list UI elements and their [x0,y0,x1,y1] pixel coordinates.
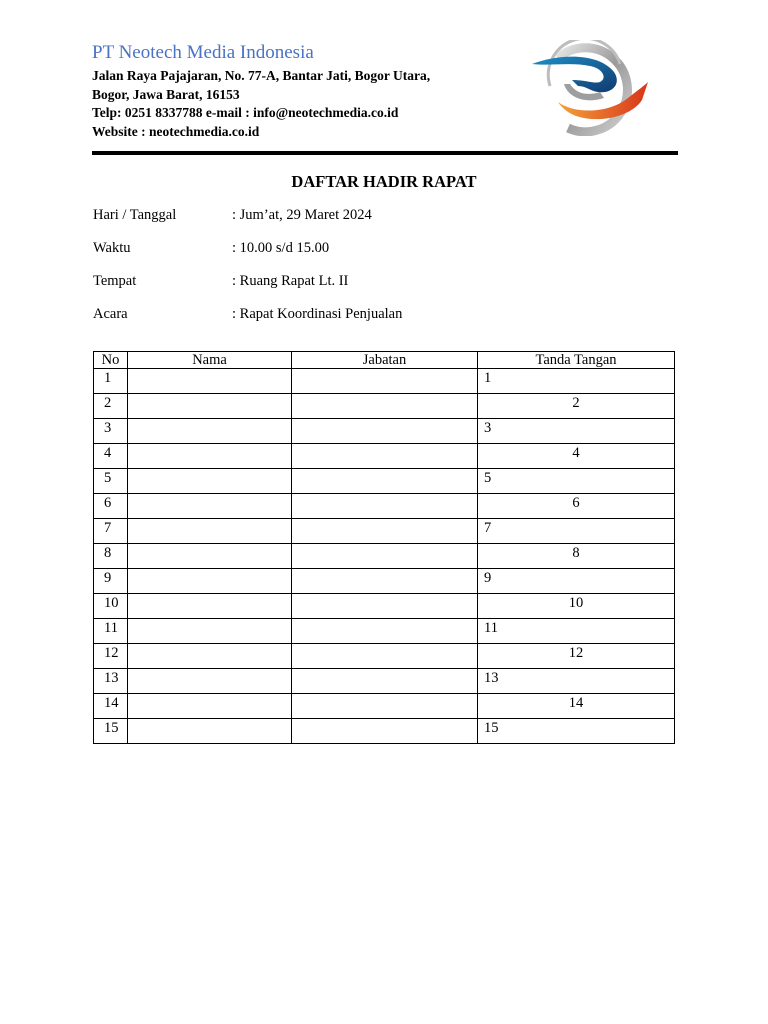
cell-no [94,469,128,494]
cell-tanda-tangan[interactable] [478,619,675,644]
row-number: 13 [104,670,119,686]
cell-no [94,669,128,694]
row-number: 1 [104,370,112,386]
header-tanda-tangan: Tanda Tangan [478,352,675,369]
signature-number: 15 [484,720,499,736]
row-number: 15 [104,720,119,736]
table-row [94,444,675,469]
row-number: 3 [104,420,112,436]
cell-nama[interactable] [128,644,292,669]
cell-nama[interactable] [128,619,292,644]
attendance-table [93,351,675,744]
cell-jabatan[interactable] [292,619,478,644]
table-header-row [94,352,675,369]
info-value: : 10.00 s/d 15.00 [232,240,330,256]
cell-no [94,619,128,644]
signature-number: 5 [484,470,492,486]
row-number: 4 [104,445,112,461]
table-row [94,644,675,669]
table-row [94,544,675,569]
table-row [94,719,675,744]
row-number: 8 [104,545,112,561]
signature-number: 13 [484,670,499,686]
info-label: Waktu [93,240,131,256]
table-row [94,569,675,594]
signature-number: 7 [484,520,492,536]
row-number: 11 [104,620,118,636]
cell-tanda-tangan[interactable] [478,669,675,694]
table-row [94,594,675,619]
cell-jabatan[interactable] [292,644,478,669]
table-row [94,469,675,494]
cell-jabatan[interactable] [292,694,478,719]
cell-tanda-tangan[interactable] [478,369,675,394]
cell-jabatan[interactable] [292,669,478,694]
company-name: PT Neotech Media Indonesia [92,42,314,63]
cell-no [94,719,128,744]
cell-jabatan[interactable] [292,719,478,744]
cell-tanda-tangan[interactable] [478,544,675,569]
cell-no [94,544,128,569]
cell-no [94,419,128,444]
company-logo-icon [528,40,652,136]
table-row [94,394,675,419]
header-divider [92,151,678,155]
cell-tanda-tangan[interactable] [478,719,675,744]
cell-nama[interactable] [128,719,292,744]
row-number: 5 [104,470,112,486]
signature-number: 8 [572,545,580,561]
row-number: 14 [104,695,119,711]
document-title: DAFTAR HADIR RAPAT [291,172,477,191]
cell-jabatan[interactable] [292,594,478,619]
header-no: No [94,352,128,369]
cell-jabatan[interactable] [292,419,478,444]
row-number: 7 [104,520,112,536]
cell-no [94,444,128,469]
signature-number: 3 [484,420,492,436]
cell-tanda-tangan[interactable] [478,594,675,619]
info-value: : Ruang Rapat Lt. II [232,273,349,289]
cell-no [94,569,128,594]
info-label: Acara [93,306,128,322]
cell-tanda-tangan[interactable] [478,494,675,519]
info-label: Tempat [93,273,137,289]
cell-no [94,519,128,544]
address-line-1: Jalan Raya Pajajaran, No. 77-A, Bantar Jati, Bogor Utara, [92,68,431,83]
signature-number: 9 [484,570,492,586]
cell-jabatan[interactable] [292,494,478,519]
row-number: 10 [104,595,119,611]
cell-jabatan[interactable] [292,544,478,569]
table-row [94,369,675,394]
table-row [94,494,675,519]
row-number: 6 [104,495,112,511]
contact-line: Telp: 0251 8337788 e-mail : info@neotechmedia.co.id [92,105,399,120]
info-label: Hari / Tanggal [93,207,177,223]
header-jabatan: Jabatan [292,352,478,369]
cell-tanda-tangan[interactable] [478,569,675,594]
cell-jabatan[interactable] [292,444,478,469]
row-number: 12 [104,645,119,661]
cell-no [94,694,128,719]
table-row [94,519,675,544]
cell-nama[interactable] [128,494,292,519]
cell-nama[interactable] [128,444,292,469]
table-row [94,619,675,644]
cell-jabatan[interactable] [292,469,478,494]
cell-jabatan[interactable] [292,569,478,594]
signature-number: 6 [572,495,580,511]
signature-number: 4 [572,445,580,461]
cell-no [94,644,128,669]
cell-tanda-tangan[interactable] [478,444,675,469]
cell-nama[interactable] [128,594,292,619]
cell-jabatan[interactable] [292,394,478,419]
cell-no [94,594,128,619]
row-number: 2 [104,395,112,411]
cell-nama[interactable] [128,669,292,694]
signature-number: 1 [484,370,492,386]
cell-jabatan[interactable] [292,369,478,394]
cell-nama[interactable] [128,569,292,594]
cell-tanda-tangan[interactable] [478,419,675,444]
signature-number: 14 [568,695,584,711]
cell-nama[interactable] [128,419,292,444]
cell-nama[interactable] [128,694,292,719]
cell-no [94,369,128,394]
cell-jabatan[interactable] [292,519,478,544]
cell-nama[interactable] [128,519,292,544]
cell-no [94,394,128,419]
cell-nama[interactable] [128,544,292,569]
address-line-2: Bogor, Jawa Barat, 16153 [92,86,240,102]
cell-tanda-tangan[interactable] [478,519,675,544]
signature-number: 2 [572,395,580,411]
cell-tanda-tangan[interactable] [478,694,675,719]
cell-tanda-tangan[interactable] [478,644,675,669]
cell-nama[interactable] [128,369,292,394]
table-row [94,694,675,719]
info-value: : Jum’at, 29 Maret 2024 [232,207,372,223]
website-line: Website : neotechmedia.co.id [92,123,260,139]
row-number: 9 [104,570,112,586]
signature-number: 10 [568,595,584,611]
table-row [94,669,675,694]
cell-no [94,494,128,519]
cell-nama[interactable] [128,394,292,419]
info-value: : Rapat Koordinasi Penjualan [232,306,403,322]
cell-tanda-tangan[interactable] [478,469,675,494]
signature-number: 11 [484,620,498,636]
signature-number: 12 [568,645,584,661]
cell-nama[interactable] [128,469,292,494]
company-address [92,67,430,141]
header-nama: Nama [128,352,292,369]
table-row [94,419,675,444]
cell-tanda-tangan[interactable] [478,394,675,419]
